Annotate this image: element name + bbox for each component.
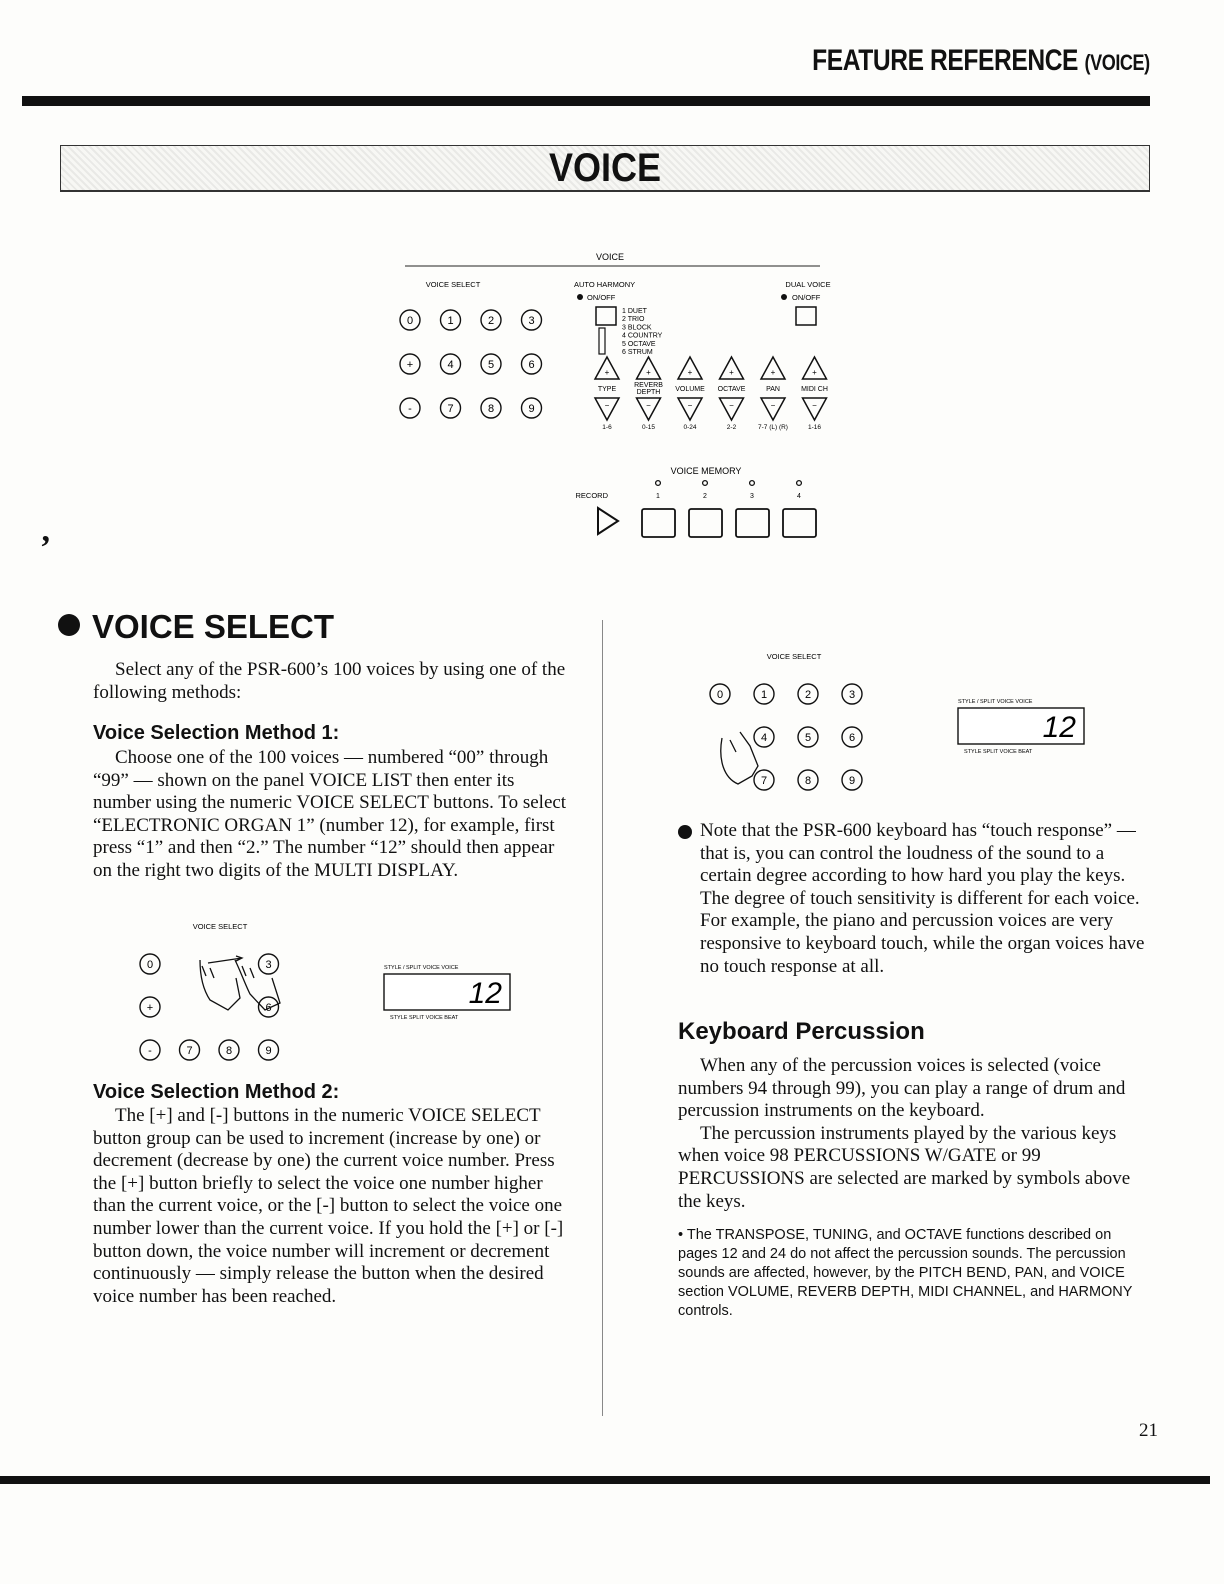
display-value: 12 xyxy=(468,977,502,1010)
voice-panel-diagram xyxy=(380,245,850,545)
memory-slot-1 xyxy=(642,481,675,537)
voice-key-8[interactable] xyxy=(219,1040,239,1060)
percussion-paragraph-2: The percussion instruments played by the various keys when voice 98 PERCUSSIONS W/GATE or 99 PERCUSSIONS are selected are marked by symbols above the keys. xyxy=(678,1122,1131,1212)
memory-button[interactable] xyxy=(642,509,675,537)
memory-led xyxy=(703,481,708,486)
illus1-voice-select-label: VOICE SELECT xyxy=(192,922,248,931)
voice-key-label: 0 xyxy=(406,314,414,327)
voice-key-8[interactable] xyxy=(481,398,501,418)
harmony-type-item: 3 BLOCK xyxy=(622,324,652,332)
control-label: PAN xyxy=(766,386,780,393)
section-title: VOICE SELECT xyxy=(92,608,335,645)
voice-key-7[interactable] xyxy=(180,1040,200,1060)
voice-key-label: 8 xyxy=(804,774,812,787)
voice-key-1[interactable] xyxy=(754,684,774,704)
control-label: REVERB xyxy=(634,382,663,389)
method1-text xyxy=(93,747,573,883)
percussion-text xyxy=(678,1055,1148,1213)
voice-key-label: 2 xyxy=(804,688,812,701)
method2-text xyxy=(93,1105,573,1308)
voice-key-plus[interactable] xyxy=(140,997,160,1017)
voice-key-plus[interactable] xyxy=(400,354,420,374)
voice-key-5[interactable] xyxy=(798,727,818,747)
voice-key-label: 2 xyxy=(487,314,495,327)
voice-key-minus[interactable] xyxy=(400,398,420,418)
voice-key-3[interactable] xyxy=(522,310,542,330)
section-banner xyxy=(60,145,1150,192)
method1-illustration xyxy=(130,918,530,1068)
voice-key-label: 1 xyxy=(447,314,454,327)
voice-key-9[interactable] xyxy=(259,1040,279,1060)
dual-voice-led xyxy=(781,294,787,300)
harmony-type-item: 5 OCTAVE xyxy=(622,340,656,348)
harmony-type-indicator xyxy=(599,328,605,354)
voice-key-6[interactable] xyxy=(522,354,542,374)
dual-voice-label: DUAL VOICE xyxy=(785,280,831,289)
minus-icon: − xyxy=(646,401,651,410)
voice-key-label: 8 xyxy=(487,402,495,415)
method2-heading: Voice Selection Method 2: xyxy=(93,1081,340,1103)
method2-paragraph: The [+] and [-] buttons in the numeric VOICE SELECT button group can be used to increment (increase by one) or decrement (decrease by one) the current voice number. Press the [+] button briefly to select the voice one number higher than the current voice, or the [-] button to select the voice one number lower than the current voice. If you hold the [+] or [-] button down, the voice number will increment or decrement continuously — simply release the button when the desired voice number has been reached. xyxy=(93,1105,564,1307)
plus-icon: + xyxy=(770,368,776,377)
section-heading xyxy=(58,608,334,646)
plus-icon: + xyxy=(729,368,734,377)
percussion-note: • The TRANSPOSE, TUNING, and OCTAVE functions described on pages 12 and 24 do not affect the percussion sounds. The percussion sounds are affected, however, by the PITCH BEND, PAN, and VOICE section VOLUME, REVERB DEPTH, MIDI CHANNEL, and HARMONY controls. xyxy=(678,1227,1133,1319)
memory-led xyxy=(656,481,661,486)
voice-key-label: 6 xyxy=(265,1001,272,1014)
voice-key-label: 3 xyxy=(848,688,856,701)
control-range: 2-2 xyxy=(726,424,737,431)
voice-select-keypad xyxy=(400,310,542,418)
control-range: 1-16 xyxy=(807,424,822,431)
voice-key-label: 1 xyxy=(760,688,768,701)
voice-key-label: 8 xyxy=(225,1044,233,1057)
plus-icon: + xyxy=(812,368,817,377)
control-range: 7-7 (L) (R) xyxy=(758,424,788,431)
percussion-heading: Keyboard Percussion xyxy=(678,1018,925,1045)
control-range: 0-24 xyxy=(683,424,697,431)
header-rule xyxy=(22,96,1150,106)
voice-key-9[interactable] xyxy=(522,398,542,418)
intro-paragraph: Select any of the PSR-600’s 100 voices by using one of the following methods: xyxy=(93,659,566,703)
voice-key-label: 0 xyxy=(146,958,154,971)
voice-control-buttons xyxy=(595,357,828,431)
voice-key-label: 6 xyxy=(528,358,535,371)
voice-key-label: 4 xyxy=(447,358,454,371)
voice-key-label: 6 xyxy=(848,731,856,744)
minus-icon: − xyxy=(770,401,776,410)
voice-key-7[interactable] xyxy=(441,398,461,418)
voice-key-9[interactable] xyxy=(842,770,862,790)
method2-illustration xyxy=(700,648,1100,798)
method1-heading: Voice Selection Method 1: xyxy=(93,722,340,744)
voice-key-2[interactable] xyxy=(798,684,818,704)
control-volume xyxy=(675,357,705,431)
voice-select-label: VOICE SELECT xyxy=(425,280,481,289)
voice-key-label: 0 xyxy=(716,688,724,701)
voice-key-0[interactable] xyxy=(400,310,420,330)
minus-icon: − xyxy=(687,401,693,410)
voice-memory-label: VOICE MEMORY xyxy=(670,466,742,476)
voice-key-label: 7 xyxy=(186,1044,193,1057)
illus1-keypad xyxy=(140,954,279,1060)
voice-key-label: 7 xyxy=(447,402,454,415)
heading-bullet-icon xyxy=(58,614,80,636)
plus-icon: + xyxy=(646,368,651,377)
touch-response-note xyxy=(678,820,1148,978)
minus-icon: − xyxy=(812,401,817,410)
voice-key-label: - xyxy=(408,402,412,415)
minus-icon: − xyxy=(729,401,734,410)
control-pan xyxy=(758,357,788,431)
voice-key-3[interactable] xyxy=(842,684,862,704)
record-label: RECORD xyxy=(575,491,608,500)
display-value: 12 xyxy=(1042,711,1076,744)
memory-button[interactable] xyxy=(689,509,722,537)
column-divider xyxy=(602,620,603,1416)
voice-key-label: 9 xyxy=(265,1044,272,1057)
memory-slot-number: 3 xyxy=(750,493,754,500)
display-bottom-label: STYLE SPLIT VOICE BEAT xyxy=(964,749,1033,755)
control-reverb-depth xyxy=(634,357,663,431)
margin-mark: ‚ xyxy=(40,512,52,549)
control-octave xyxy=(718,357,746,431)
display-top-label: STYLE / SPLIT VOICE VOICE xyxy=(384,965,459,971)
panel-section-label: VOICE xyxy=(595,252,625,262)
dual-voice-on-off: ON/OFF xyxy=(792,293,821,302)
page-number: 21 xyxy=(1139,1420,1158,1441)
illus1-multi-display xyxy=(384,965,510,1021)
voice-key-3[interactable] xyxy=(259,954,279,974)
voice-key-label: 4 xyxy=(760,731,768,744)
memory-slot-2 xyxy=(689,481,722,537)
voice-key-0[interactable] xyxy=(710,684,730,704)
header-title: FEATURE REFERENCE xyxy=(812,44,1079,77)
memory-slot-3 xyxy=(736,481,769,537)
voice-key-label: 7 xyxy=(760,774,768,787)
harmony-type-item: 2 TRIO xyxy=(622,316,645,324)
voice-key-4[interactable] xyxy=(754,727,774,747)
control-label: DEPTH xyxy=(636,389,661,396)
voice-key-1[interactable] xyxy=(441,310,461,330)
memory-led xyxy=(750,481,755,486)
voice-key-8[interactable] xyxy=(798,770,818,790)
display-bottom-label: STYLE SPLIT VOICE BEAT xyxy=(390,1015,459,1021)
memory-button[interactable] xyxy=(783,509,816,537)
memory-slot-number: 2 xyxy=(703,493,707,500)
percussion-paragraph-1: When any of the percussion voices is selected (voice numbers 94 through 99), you can play a range of drum and percussion instruments on the keyboard. xyxy=(678,1055,1126,1122)
illus2-keypad xyxy=(710,684,862,790)
voice-key-7[interactable] xyxy=(754,770,774,790)
voice-key-label: 3 xyxy=(528,314,535,327)
auto-harmony-led xyxy=(577,294,583,300)
memory-button[interactable] xyxy=(736,509,769,537)
memory-slot-4 xyxy=(783,481,816,537)
control-range: 0-15 xyxy=(641,424,656,431)
plus-icon: + xyxy=(604,368,610,377)
auto-harmony-on-off: ON/OFF xyxy=(587,293,616,302)
voice-key-6[interactable] xyxy=(842,727,862,747)
intro-text xyxy=(93,659,573,704)
banner-title: VOICE xyxy=(548,146,662,190)
voice-key-label: + xyxy=(146,1001,154,1014)
pressing-finger-icon xyxy=(721,732,758,784)
dual-voice-button[interactable] xyxy=(796,307,816,325)
illus2-voice-select-label: VOICE SELECT xyxy=(766,652,822,661)
control-label: VOLUME xyxy=(675,386,705,393)
illus2-multi-display xyxy=(958,699,1084,755)
voice-key-label: 3 xyxy=(265,958,272,971)
minus-icon: − xyxy=(604,401,610,410)
harmony-type-item: 6 STRUM xyxy=(622,349,653,356)
voice-key-label: 5 xyxy=(487,358,495,371)
voice-key-label: - xyxy=(148,1044,152,1057)
harmony-type-item: 4 COUNTRY xyxy=(622,332,663,340)
footer-rule xyxy=(0,1476,1210,1484)
voice-key-2[interactable] xyxy=(481,310,501,330)
control-label: TYPE xyxy=(597,386,617,393)
method1-paragraph: Choose one of the 100 voices — numbered “00” through “99” — shown on the panel VOICE LIST then enter its number using the numeric VOICE SELECT buttons. To select “ELECTRONIC ORGAN 1” (number 12), for example, first press “1” and then “2.” The number “12” should then appear on the right two digits of the MULTI DISPLAY. xyxy=(93,747,567,881)
control-midi-ch xyxy=(801,357,828,431)
memory-led xyxy=(797,481,802,486)
harmony-type-item: 1 DUET xyxy=(622,308,647,315)
display-top-label: STYLE / SPLIT VOICE VOICE xyxy=(958,699,1033,705)
auto-harmony-label: AUTO HARMONY xyxy=(574,280,636,289)
page-header xyxy=(812,44,1150,78)
voice-key-0[interactable] xyxy=(140,954,160,974)
touch-response-text: Note that the PSR-600 keyboard has “touch response” — that is, you can control the loudness of the sound to a certain degree according to how hard you play the keys. The degree of touch sensitivity is different for each voice. For example, the piano and percussion voices are very responsive to keyboard touch, while the organ voices have no touch response at all. xyxy=(700,820,1145,977)
voice-key-5[interactable] xyxy=(481,354,501,374)
voice-key-4[interactable] xyxy=(441,354,461,374)
voice-key-label: 9 xyxy=(528,402,535,415)
note-bullet-icon xyxy=(678,825,692,839)
voice-key-label: 9 xyxy=(848,774,856,787)
auto-harmony-button[interactable] xyxy=(596,307,616,325)
control-range: 1-6 xyxy=(602,424,612,431)
voice-key-label: 5 xyxy=(804,731,812,744)
voice-key-minus[interactable] xyxy=(140,1040,160,1060)
voice-memory-slots xyxy=(642,481,816,537)
header-subtitle: (VOICE) xyxy=(1084,50,1150,75)
control-label: MIDI CH xyxy=(801,386,828,393)
harmony-type-list xyxy=(622,308,663,356)
memory-slot-number: 4 xyxy=(797,493,801,500)
control-label: OCTAVE xyxy=(717,386,746,393)
control-type xyxy=(595,357,619,431)
voice-key-label: + xyxy=(406,358,414,371)
plus-icon: + xyxy=(687,368,693,377)
memory-slot-number: 1 xyxy=(656,493,660,500)
record-button[interactable] xyxy=(598,508,618,534)
